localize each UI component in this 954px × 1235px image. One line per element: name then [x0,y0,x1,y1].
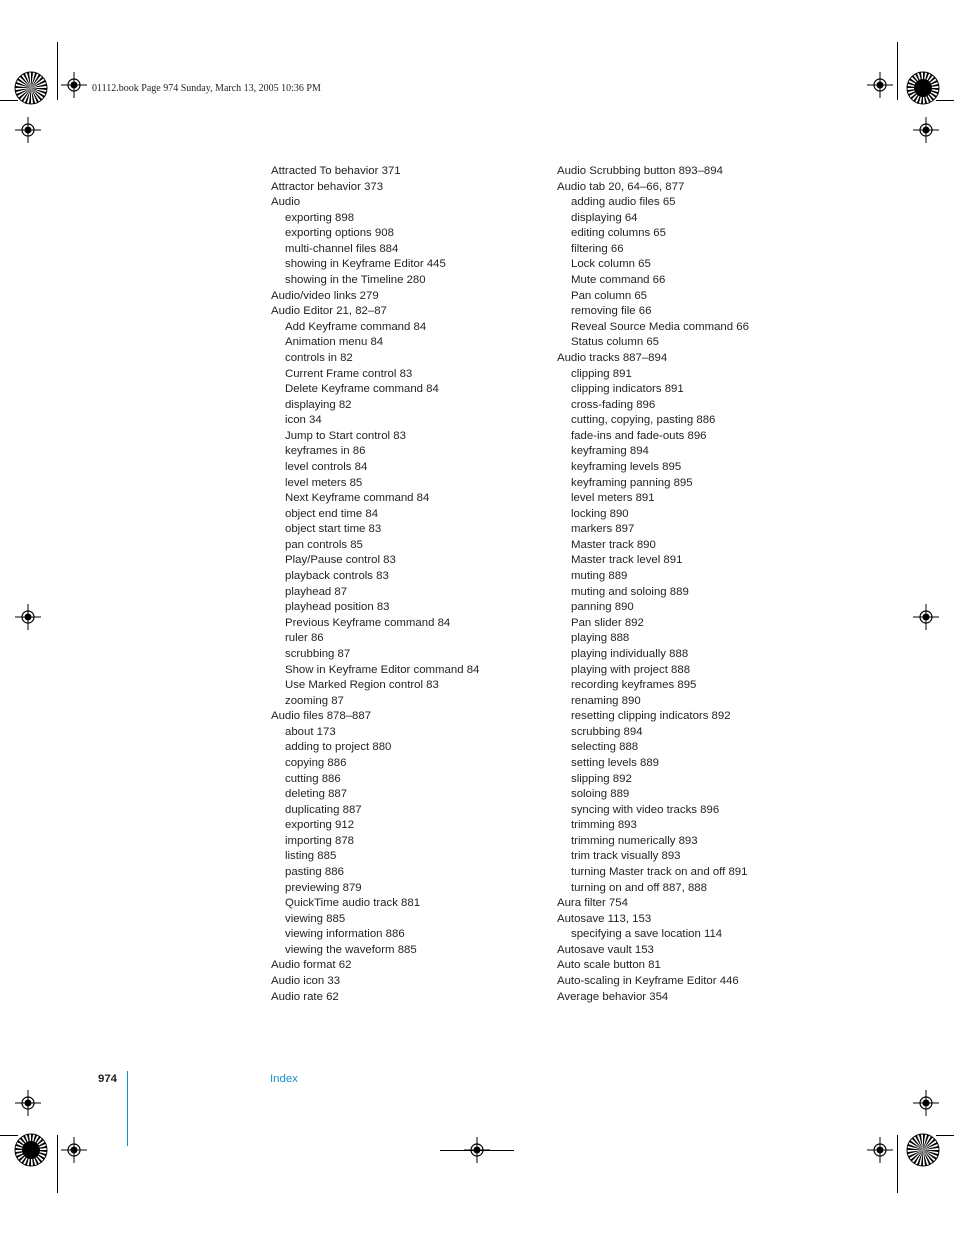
index-subentry: duplicating 887 [285,803,362,816]
index-entry: Attractor behavior 373 [271,180,384,193]
index-subentry: Pan column 65 [571,289,647,302]
index-subentry: cutting 886 [285,772,341,785]
index-entry: Auto-scaling in Keyframe Editor 446 [557,975,739,988]
index-subentry: muting and soloing 889 [571,585,689,598]
index-subentry: editing columns 65 [571,227,666,240]
index-subentry: Current Frame control 83 [285,367,413,380]
index-subentry: Next Keyframe command 84 [285,492,430,505]
index-entry: Audio tracks 887–894 [557,351,668,364]
index-subentry: playing with project 888 [571,663,691,676]
index-subentry: importing 878 [285,834,355,847]
index-subentry: displaying 64 [571,211,638,224]
index-subentry: object end time 84 [285,507,379,520]
index-entry: Audio icon 33 [271,975,341,988]
index-subentry: viewing information 886 [285,928,405,941]
index-subentry: Play/Pause control 83 [285,554,396,567]
index-subentry: Reveal Source Media command 66 [571,320,749,333]
index-subentry: keyframing levels 895 [571,460,682,473]
index-subentry: showing in the Timeline 280 [285,274,426,287]
crop-mark [897,42,898,100]
registration-mark-icon [15,1090,41,1116]
index-subentry: Jump to Start control 83 [285,429,406,442]
index-subentry: Mute command 66 [571,274,666,287]
index-subentry: playhead position 83 [285,601,390,614]
index-subentry: exporting options 908 [285,227,394,240]
index-subentry: level controls 84 [285,460,368,473]
index-subentry: Add Keyframe command 84 [285,320,427,333]
index-subentry: turning on and off 887, 888 [571,881,707,894]
index-subentry: Lock column 65 [571,258,651,271]
index-subentry: syncing with video tracks 896 [571,803,720,816]
index-subentry: scrubbing 894 [571,725,643,738]
index-subentry: trim track visually 893 [571,850,681,863]
index-subentry: clipping indicators 891 [571,383,684,396]
index-entry: Audio [271,196,301,209]
registration-mark-icon [913,604,939,630]
index-entry: Audio rate 62 [271,990,339,1003]
index-subentry: QuickTime audio track 881 [285,897,421,910]
index-subentry: listing 885 [285,850,337,863]
index-subentry: fade-ins and fade-outs 896 [571,429,707,442]
index-entry: Audio Editor 21, 82–87 [271,305,387,318]
crop-mark [57,42,58,100]
index-subentry: markers 897 [571,523,635,536]
index-subentry: zooming 87 [285,694,344,707]
index-subentry: keyframing 894 [571,445,649,458]
crop-mark [440,1150,514,1151]
index-subentry: filtering 66 [571,242,624,255]
index-entry: Audio files 878–887 [271,710,372,723]
index-subentry: recording keyframes 895 [571,679,697,692]
index-entry: Audio Scrubbing button 893–894 [557,165,723,177]
index-entry: Audio tab 20, 64–66, 877 [557,180,685,193]
index-subentry: playhead 87 [285,585,348,598]
starburst-target-icon [14,1133,48,1167]
registration-mark-icon [867,1137,893,1163]
index-entry: Aura filter 754 [557,897,628,910]
index-subentry: locking 890 [571,507,629,520]
index-subentry: copying 886 [285,756,347,769]
index-subentry: turning Master track on and off 891 [571,866,748,879]
index-subentry: previewing 879 [285,881,362,894]
index-subentry: Delete Keyframe command 84 [285,383,439,396]
index-subentry: Previous Keyframe command 84 [285,616,451,629]
index-subentry: playing individually 888 [571,647,689,660]
index-subentry: muting 889 [571,570,628,583]
index-entry: Autosave vault 153 [557,943,654,956]
registration-mark-icon [867,72,893,98]
index-subentry: playing 888 [571,632,630,645]
index-subentry: pan controls 85 [285,538,363,551]
index-column-right [557,164,857,1005]
index-subentry: clipping 891 [571,367,632,380]
index-subentry: exporting 898 [285,211,355,224]
registration-mark-icon [15,604,41,630]
print-slug: 01112.book Page 974 Sunday, March 13, 2005 10:36 PM [92,83,321,94]
index-subentry: Master track 890 [571,538,656,551]
index-subentry: Use Marked Region control 83 [285,679,439,692]
index-entry: Average behavior 354 [557,990,669,1003]
index-subentry: Animation menu 84 [285,336,384,349]
index-subentry: selecting 888 [571,741,639,754]
starburst-target-icon [906,71,940,105]
index-subentry: cutting, copying, pasting 886 [571,414,716,427]
index-subentry: slipping 892 [571,772,632,785]
page-number: 974 [98,1073,118,1085]
index-subentry: resetting clipping indicators 892 [571,710,731,723]
index-subentry: trimming 893 [571,819,637,832]
index-subentry: playback controls 83 [285,570,389,583]
index-entry: Attracted To behavior 371 [271,165,401,177]
registration-mark-icon [61,1137,87,1163]
index-subentry: object start time 83 [285,523,382,536]
index-subentry: Status column 65 [571,336,660,349]
index-subentry: viewing the waveform 885 [285,943,417,956]
index-subentry: scrubbing 87 [285,647,351,660]
index-subentry: about 173 [285,725,336,738]
index-subentry: renaming 890 [571,694,641,707]
footer-rule [127,1071,128,1146]
index-subentry: Pan slider 892 [571,616,644,629]
registration-mark-icon [15,117,41,143]
index-subentry: keyframes in 86 [285,445,366,458]
index-subentry: exporting 912 [285,819,355,832]
index-subentry: soloing 889 [571,788,630,801]
index-subentry: Master track level 891 [571,554,683,567]
index-subentry: viewing 885 [285,912,346,925]
index-subentry: setting levels 889 [571,756,660,769]
starburst-target-icon [14,71,48,105]
index-entry: Autosave 113, 153 [557,912,652,925]
index-subentry: deleting 887 [285,788,348,801]
section-title: Index [270,1073,298,1085]
index-subentry: keyframing panning 895 [571,476,693,489]
index-subentry: Show in Keyframe Editor command 84 [285,663,480,676]
index-entry: Auto scale button 81 [557,959,661,972]
index-subentry: removing file 66 [571,305,652,318]
index-subentry: cross-fading 896 [571,398,656,411]
registration-mark-icon [913,1090,939,1116]
index-entry: Audio/video links 279 [271,289,379,302]
index-subentry: adding to project 880 [285,741,392,754]
registration-mark-icon [61,72,87,98]
registration-mark-icon [913,117,939,143]
index-subentry: panning 890 [571,601,634,614]
index-subentry: icon 34 [285,414,322,427]
index-column-left [271,164,551,1005]
index-subentry: showing in Keyframe Editor 445 [285,258,446,271]
index-subentry: trimming numerically 893 [571,834,698,847]
index-entry: Audio format 62 [271,959,352,972]
index-subentry: displaying 82 [285,398,352,411]
index-subentry: adding audio files 65 [571,196,676,209]
index-subentry: multi-channel files 884 [285,242,399,255]
crop-mark [57,1135,58,1193]
index-subentry: level meters 85 [285,476,363,489]
index-subentry: controls in 82 [285,351,353,364]
starburst-target-icon [906,1133,940,1167]
crop-mark [897,1135,898,1193]
index-subentry: level meters 891 [571,492,655,505]
index-subentry: pasting 886 [285,866,344,879]
index-subentry: specifying a save location 114 [571,928,723,941]
index-subentry: ruler 86 [285,632,324,645]
